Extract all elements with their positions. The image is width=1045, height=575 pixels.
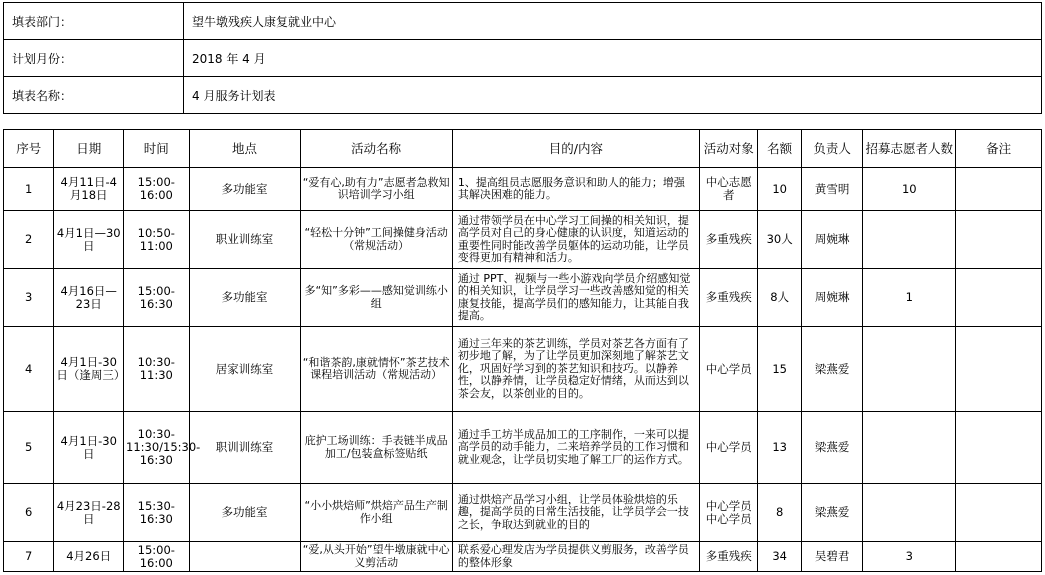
cell-place: 职业训练室 xyxy=(189,211,300,269)
cell-time: 10:50-11:00 xyxy=(124,211,190,269)
table-row xyxy=(4,412,1042,484)
cell-volunteers: 10 xyxy=(863,168,956,211)
cell-no: 1 xyxy=(4,168,54,211)
cell-target: 中心学员 xyxy=(699,412,758,484)
cell-volunteers xyxy=(863,412,956,484)
cell-purpose: 通过带领学员在中心学习工间操的相关知识，提高学员对自己的身心健康的认识度，知道运动的重要性同时能改善学员躯体的运动功能，让学员变得更加有精神和活力。 xyxy=(452,211,699,269)
cell-no: 5 xyxy=(4,412,54,484)
cell-leader: 梁燕爱 xyxy=(801,484,863,542)
cell-leader: 黄雪明 xyxy=(801,168,863,211)
cell-place: 多功能室 xyxy=(189,168,300,211)
department-value: 望牛墩残疾人康复就业中心 xyxy=(184,3,1042,40)
cell-volunteers: 3 xyxy=(863,542,956,572)
cell-target: 中心学员中心学员 xyxy=(699,484,758,542)
cell-no: 4 xyxy=(4,327,54,412)
cell-purpose: 1、提高组员志愿服务意识和助人的能力；增强其解决困难的能力。 xyxy=(452,168,699,211)
cell-no: 2 xyxy=(4,211,54,269)
cell-place xyxy=(189,542,300,572)
col-header-purpose: 目的/内容 xyxy=(452,130,699,168)
cell-volunteers xyxy=(863,327,956,412)
cell-purpose: 通过 PPT、视频与一些小游戏向学员介绍感知觉的相关知识，让学员学习一些改善感知觉的相关康复技能，提高学员们的感知能力，让其能自我提高。 xyxy=(452,269,699,327)
cell-note xyxy=(956,327,1042,412)
cell-date: 4月1日—30日 xyxy=(54,211,124,269)
cell-purpose: 联系爱心理发店为学员提供义剪服务，改善学员的整体形象 xyxy=(452,542,699,572)
cell-place: 居家训练室 xyxy=(189,327,300,412)
col-header-note: 备注 xyxy=(956,130,1042,168)
cell-leader: 梁燕爱 xyxy=(801,412,863,484)
form-header xyxy=(3,2,1042,114)
cell-leader: 梁燕爱 xyxy=(801,327,863,412)
cell-no: 7 xyxy=(4,542,54,572)
department-label: 填表部门： xyxy=(4,3,184,40)
header-row-department xyxy=(4,3,1042,40)
cell-volunteers xyxy=(863,484,956,542)
cell-date: 4月23日-28日 xyxy=(54,484,124,542)
cell-date: 4月26日 xyxy=(54,542,124,572)
cell-activity: 庇护工场训练：手表链半成品加工/包装盒标签贴纸 xyxy=(300,412,452,484)
cell-quota: 34 xyxy=(758,542,801,572)
cell-purpose: 通过烘焙产品学习小组，让学员体验烘焙的乐趣，提高学员的日常生活技能，让学员学会一技之长，争取达到就业的目的 xyxy=(452,484,699,542)
cell-no: 3 xyxy=(4,269,54,327)
table-row xyxy=(4,269,1042,327)
header-row-form-name xyxy=(4,77,1042,114)
cell-target: 中心学员 xyxy=(699,327,758,412)
table-row xyxy=(4,542,1042,572)
col-header-quota: 名额 xyxy=(758,130,801,168)
col-header-leader: 负责人 xyxy=(801,130,863,168)
cell-note xyxy=(956,542,1042,572)
cell-activity: 多“知”多彩——感知觉训练小组 xyxy=(300,269,452,327)
cell-leader: 吴碧君 xyxy=(801,542,863,572)
cell-place: 多功能室 xyxy=(189,269,300,327)
cell-activity: “和谐茶韵,康就情怀”茶艺技术课程培训活动（常规活动） xyxy=(300,327,452,412)
form-name-label: 填表名称： xyxy=(4,77,184,114)
cell-quota: 30人 xyxy=(758,211,801,269)
cell-quota: 8人 xyxy=(758,269,801,327)
cell-target: 多重残疾 xyxy=(699,211,758,269)
cell-date: 4月1日-30日（逢周三） xyxy=(54,327,124,412)
col-header-activity: 活动名称 xyxy=(300,130,452,168)
cell-time: 10:30-11:30/15:30-16:30 xyxy=(124,412,190,484)
cell-target: 多重残疾 xyxy=(699,269,758,327)
col-header-no: 序号 xyxy=(4,130,54,168)
cell-no: 6 xyxy=(4,484,54,542)
cell-volunteers xyxy=(863,211,956,269)
cell-leader: 周婉琳 xyxy=(801,269,863,327)
cell-note xyxy=(956,269,1042,327)
cell-note xyxy=(956,484,1042,542)
table-row xyxy=(4,211,1042,269)
cell-date: 4月16日—23日 xyxy=(54,269,124,327)
table-row xyxy=(4,484,1042,542)
cell-quota: 13 xyxy=(758,412,801,484)
cell-leader: 周婉琳 xyxy=(801,211,863,269)
cell-time: 10:30-11:30 xyxy=(124,327,190,412)
cell-note xyxy=(956,168,1042,211)
cell-activity: “爱有心,助有力”志愿者急救知识培训学习小组 xyxy=(300,168,452,211)
month-label: 计划月份： xyxy=(4,40,184,77)
cell-quota: 10 xyxy=(758,168,801,211)
col-header-target: 活动对象 xyxy=(699,130,758,168)
cell-note xyxy=(956,211,1042,269)
cell-quota: 15 xyxy=(758,327,801,412)
month-value: 2018 年 4 月 xyxy=(184,40,1042,77)
cell-time: 15:00-16:00 xyxy=(124,168,190,211)
service-plan-table xyxy=(3,129,1042,572)
cell-place: 多功能室 xyxy=(189,484,300,542)
cell-date: 4月11日-4月18日 xyxy=(54,168,124,211)
cell-purpose: 通过三年来的茶艺训练，学员对茶艺各方面有了初步地了解，为了让学员更加深刻地了解茶艺文化，巩固好学习到的茶艺知识和技巧。以静养性，以静养情，让学员稳定好情绪，从而达到以茶会友，以茶创业的目的。 xyxy=(452,327,699,412)
cell-quota: 8 xyxy=(758,484,801,542)
table-row xyxy=(4,168,1042,211)
form-name-value: 4 月服务计划表 xyxy=(184,77,1042,114)
col-header-date: 日期 xyxy=(54,130,124,168)
cell-purpose: 通过手工坊半成品加工的工序制作，一来可以提高学员的动手能力，二来培养学员的工作习惯和就业观念，让学员切实地了解工厂的运作方式。 xyxy=(452,412,699,484)
col-header-place: 地点 xyxy=(189,130,300,168)
cell-place: 职训训练室 xyxy=(189,412,300,484)
cell-activity: “轻松十分钟”工间操健身活动（常规活动） xyxy=(300,211,452,269)
cell-date: 4月1日-30日 xyxy=(54,412,124,484)
table-row xyxy=(4,327,1042,412)
header-row-month xyxy=(4,40,1042,77)
col-header-volunteers: 招募志愿者人数 xyxy=(863,130,956,168)
cell-note xyxy=(956,412,1042,484)
cell-time: 15:00-16:30 xyxy=(124,269,190,327)
cell-time: 15:00-16:00 xyxy=(124,542,190,572)
cell-volunteers: 1 xyxy=(863,269,956,327)
cell-activity: “小小烘焙师”烘焙产品生产制作小组 xyxy=(300,484,452,542)
cell-target: 多重残疾 xyxy=(699,542,758,572)
cell-time: 15:30-16:30 xyxy=(124,484,190,542)
col-header-time: 时间 xyxy=(124,130,190,168)
table-header-row xyxy=(4,130,1042,168)
cell-activity: “爱,从头开始”望牛墩康就中心义剪活动 xyxy=(300,542,452,572)
cell-target: 中心志愿者 xyxy=(699,168,758,211)
